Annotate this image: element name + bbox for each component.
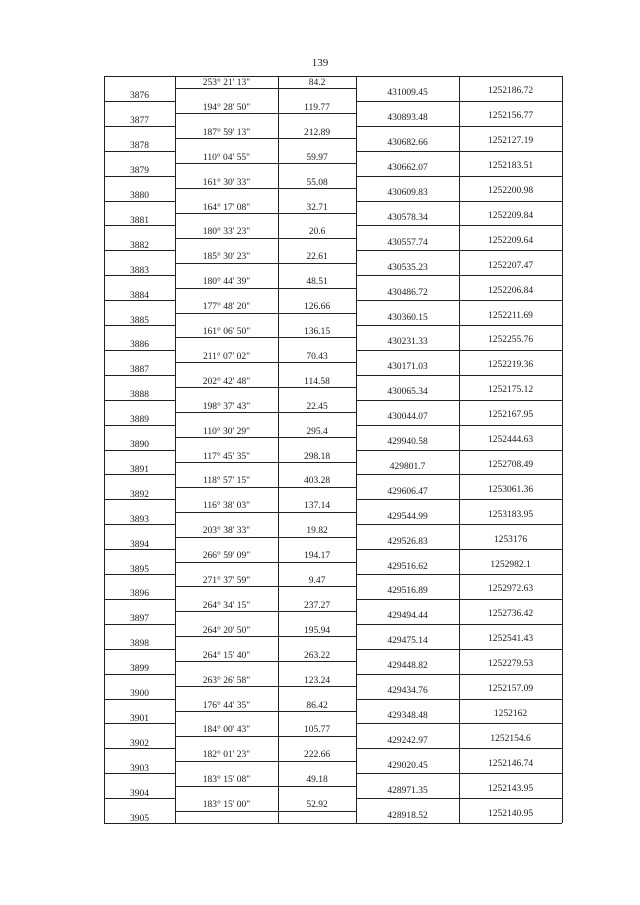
coordinate-x: 430535.23 bbox=[387, 262, 428, 273]
table-row-line bbox=[356, 499, 562, 500]
station-number: 3904 bbox=[130, 788, 149, 799]
bearing-value: 176° 44' 35" bbox=[202, 700, 251, 711]
bearing-value: 263° 26' 58" bbox=[202, 675, 251, 686]
bearing-value: 177° 48' 20" bbox=[202, 302, 251, 313]
table-row-line bbox=[175, 811, 356, 812]
table-row-line bbox=[356, 574, 562, 575]
coordinate-x: 429606.47 bbox=[387, 486, 428, 497]
coordinate-x: 430662.07 bbox=[387, 163, 428, 174]
table-column-line bbox=[562, 76, 563, 823]
distance-value: 84.2 bbox=[308, 78, 326, 88]
table-row-line bbox=[356, 126, 562, 127]
table-row-line bbox=[175, 711, 356, 712]
station-number: 3886 bbox=[130, 340, 149, 351]
table-row-line bbox=[175, 163, 356, 164]
distance-value: 49.18 bbox=[306, 775, 328, 786]
distance-value: 212.89 bbox=[303, 127, 331, 138]
table-row-line bbox=[175, 288, 356, 289]
distance-value: 52.92 bbox=[306, 800, 328, 811]
table-row-line bbox=[175, 88, 356, 89]
table-row-line bbox=[356, 225, 562, 226]
table-row-line bbox=[175, 611, 356, 612]
coordinate-y: 1252211.69 bbox=[488, 310, 533, 321]
table-row-line bbox=[175, 362, 356, 363]
coordinate-y: 1252175.12 bbox=[487, 385, 534, 396]
bearing-value: 164° 17' 08" bbox=[202, 202, 251, 213]
table-row-line bbox=[356, 624, 562, 625]
station-number: 3879 bbox=[130, 166, 149, 177]
table-row-line bbox=[104, 76, 175, 77]
table-row-line bbox=[356, 101, 562, 102]
bearing-value: 194° 28' 50" bbox=[202, 102, 251, 113]
table-row-line bbox=[356, 425, 562, 426]
coordinate-y: 1252972.63 bbox=[487, 584, 534, 595]
station-number: 3883 bbox=[130, 265, 149, 276]
coordinate-x: 430609.83 bbox=[387, 188, 428, 199]
table-row-line bbox=[356, 400, 562, 401]
coordinate-y: 1252157.09 bbox=[487, 684, 534, 695]
coordinate-y: 1253176 bbox=[493, 534, 528, 545]
coordinate-y: 1252206.84 bbox=[487, 285, 534, 296]
distance-value: 123.24 bbox=[303, 675, 331, 686]
table-row-line bbox=[356, 201, 562, 202]
page-number: 139 bbox=[311, 57, 329, 69]
table-row-line bbox=[356, 450, 562, 451]
bearing-value: 182° 01' 23" bbox=[202, 750, 251, 761]
station-number: 3896 bbox=[130, 589, 149, 600]
distance-value: 22.61 bbox=[306, 252, 328, 263]
table-row-line bbox=[356, 674, 562, 675]
table-row-line bbox=[175, 387, 356, 388]
bearing-value: 253° 21' 13" bbox=[202, 78, 251, 88]
bearing-value: 198° 37' 43" bbox=[202, 401, 251, 412]
bearing-value: 117° 45' 35" bbox=[202, 451, 251, 462]
table-row-line bbox=[356, 699, 562, 700]
station-number: 3881 bbox=[130, 215, 149, 226]
bearing-value: 185° 30' 23" bbox=[202, 252, 251, 263]
table-row-line bbox=[356, 76, 562, 77]
station-number: 3888 bbox=[130, 390, 149, 401]
distance-value: 19.82 bbox=[306, 526, 328, 537]
table-row-line bbox=[175, 686, 356, 687]
table-row-line bbox=[175, 661, 356, 662]
coordinate-x: 429475.14 bbox=[387, 636, 428, 647]
distance-value: 119.77 bbox=[304, 102, 330, 113]
table-row-line bbox=[175, 263, 356, 264]
table-row-line bbox=[356, 649, 562, 650]
station-number: 3889 bbox=[130, 415, 149, 426]
coordinate-x: 430065.34 bbox=[387, 387, 428, 398]
coordinate-x: 430486.72 bbox=[387, 287, 428, 298]
coordinate-y: 1252162 bbox=[493, 708, 528, 719]
distance-value: 9.47 bbox=[308, 576, 326, 586]
bearing-value: 264° 15' 40" bbox=[202, 650, 251, 661]
coordinate-x: 428918.52 bbox=[387, 810, 428, 821]
station-number: 3895 bbox=[130, 564, 149, 575]
distance-value: 105.77 bbox=[303, 725, 331, 736]
table-row-line bbox=[356, 474, 562, 475]
coordinate-y: 1252279.53 bbox=[487, 659, 534, 670]
coordinate-x: 430171.03 bbox=[387, 362, 428, 373]
coordinate-y: 1252219.36 bbox=[487, 360, 534, 371]
table-row-line bbox=[175, 238, 356, 239]
table-row-line bbox=[356, 549, 562, 550]
table-row-line bbox=[356, 375, 562, 376]
bearing-value: 271° 37' 59" bbox=[202, 576, 251, 586]
station-number: 3891 bbox=[130, 464, 149, 475]
bearing-value: 110° 04' 55" bbox=[202, 152, 251, 163]
coordinate-y: 1252183.51 bbox=[487, 161, 534, 172]
station-number: 3893 bbox=[130, 514, 149, 525]
table-row-line bbox=[175, 213, 356, 214]
distance-value: 32.71 bbox=[306, 202, 328, 213]
station-number: 3898 bbox=[130, 639, 149, 650]
coordinate-y: 1252154.6 bbox=[490, 733, 531, 744]
coordinate-y: 1252207.47 bbox=[487, 260, 534, 271]
coordinate-x: 429516.62 bbox=[387, 561, 428, 572]
table-row-line bbox=[175, 512, 356, 513]
distance-value: 194.17 bbox=[303, 551, 331, 562]
table-row-line bbox=[175, 76, 356, 77]
table-row-line bbox=[175, 188, 356, 189]
coordinate-x: 429020.45 bbox=[387, 760, 428, 771]
table-row-line bbox=[356, 176, 562, 177]
coordinate-x: 429434.76 bbox=[387, 686, 428, 697]
bearing-value: 187° 59' 13" bbox=[202, 127, 251, 138]
station-number: 3897 bbox=[130, 614, 149, 625]
coordinate-y: 1252167.95 bbox=[487, 410, 534, 421]
station-number: 3894 bbox=[130, 539, 149, 550]
bearing-value: 203° 38' 33" bbox=[202, 526, 251, 537]
coordinate-y: 1252444.63 bbox=[487, 435, 534, 446]
table-row-line bbox=[356, 798, 562, 799]
table-row-line bbox=[356, 748, 562, 749]
table-row-line bbox=[356, 151, 562, 152]
bearing-value: 264° 34' 15" bbox=[202, 600, 251, 611]
distance-value: 136.15 bbox=[303, 327, 331, 337]
station-number: 3880 bbox=[130, 191, 149, 202]
bearing-value: 180° 33' 23" bbox=[202, 227, 251, 238]
table-row-line bbox=[175, 487, 356, 488]
bearing-value: 211° 07' 02" bbox=[202, 351, 251, 362]
distance-value: 114.58 bbox=[304, 376, 330, 387]
table-row-line bbox=[175, 736, 356, 737]
table-row-line bbox=[356, 823, 562, 824]
distance-value: 403.28 bbox=[303, 476, 331, 487]
station-number: 3887 bbox=[130, 365, 149, 376]
coordinate-y: 1253183.95 bbox=[487, 509, 534, 520]
station-number: 3905 bbox=[130, 813, 149, 824]
bearing-value: 180° 44' 39" bbox=[202, 277, 251, 288]
table-row-line bbox=[356, 250, 562, 251]
bearing-value: 110° 30' 29" bbox=[202, 426, 251, 437]
coordinate-y: 1253061.36 bbox=[487, 484, 534, 495]
coordinate-x: 428971.35 bbox=[387, 785, 428, 796]
bearing-value: 264° 20' 50" bbox=[202, 625, 251, 636]
distance-value: 298.18 bbox=[303, 451, 331, 462]
station-number: 3900 bbox=[130, 689, 149, 700]
coordinate-y: 1252255.76 bbox=[487, 335, 534, 346]
coordinate-x: 429516.89 bbox=[387, 586, 428, 597]
coordinate-x: 429801.7 bbox=[389, 461, 426, 472]
coordinate-x: 429242.97 bbox=[387, 735, 428, 746]
coordinate-y: 1252200.98 bbox=[487, 186, 534, 197]
station-number: 3876 bbox=[130, 91, 149, 102]
table-row-line bbox=[175, 562, 356, 563]
coordinate-x: 430231.33 bbox=[387, 337, 428, 348]
coordinate-y: 1252209.84 bbox=[487, 210, 534, 221]
coordinate-x: 431009.45 bbox=[387, 88, 428, 99]
station-number: 3903 bbox=[130, 763, 149, 774]
station-number: 3890 bbox=[130, 440, 149, 451]
coordinate-y: 1252982.1 bbox=[490, 559, 531, 570]
table-row-line bbox=[175, 636, 356, 637]
coordinate-x: 429940.58 bbox=[387, 437, 428, 448]
station-number: 3882 bbox=[130, 240, 149, 251]
station-number: 3899 bbox=[130, 664, 149, 675]
station-number: 3902 bbox=[130, 738, 149, 749]
distance-value: 126.66 bbox=[303, 302, 331, 313]
distance-value: 22.45 bbox=[306, 401, 328, 412]
table-row-line bbox=[175, 786, 356, 787]
coordinate-y: 1252209.64 bbox=[487, 235, 534, 246]
coordinate-table bbox=[104, 76, 562, 823]
coordinate-y: 1252127.19 bbox=[487, 136, 534, 147]
distance-value: 59.97 bbox=[306, 152, 328, 163]
distance-value: 70.43 bbox=[306, 351, 328, 362]
coordinate-y: 1252708.49 bbox=[487, 459, 534, 470]
coordinate-y: 1252736.42 bbox=[487, 609, 534, 620]
coordinate-x: 429448.82 bbox=[387, 661, 428, 672]
distance-value: 195.94 bbox=[303, 625, 331, 636]
bearing-value: 184° 00' 43" bbox=[202, 725, 251, 736]
coordinate-y: 1252186.72 bbox=[487, 86, 534, 97]
table-row-line bbox=[175, 537, 356, 538]
coordinate-x: 429526.83 bbox=[387, 536, 428, 547]
bearing-value: 202° 42' 48" bbox=[202, 376, 251, 387]
distance-value: 263.22 bbox=[303, 650, 331, 661]
coordinate-y: 1252140.95 bbox=[487, 808, 534, 819]
table-row-line bbox=[356, 300, 562, 301]
coordinate-x: 430893.48 bbox=[387, 113, 428, 124]
station-number: 3877 bbox=[130, 116, 149, 127]
distance-value: 237.27 bbox=[303, 600, 331, 611]
bearing-value: 266° 59' 09" bbox=[202, 551, 251, 562]
coordinate-x: 430360.15 bbox=[387, 312, 428, 323]
table-row-line bbox=[356, 325, 562, 326]
station-number: 3885 bbox=[130, 315, 149, 326]
table-row-line bbox=[356, 524, 562, 525]
coordinate-y: 1252143.95 bbox=[487, 783, 534, 794]
distance-value: 20.6 bbox=[308, 227, 326, 238]
table-row-line bbox=[356, 275, 562, 276]
coordinate-x: 430682.66 bbox=[387, 138, 428, 149]
coordinate-y: 1252541.43 bbox=[487, 634, 534, 645]
bearing-value: 183° 15' 00" bbox=[202, 800, 251, 811]
table-row-line bbox=[175, 823, 356, 824]
bearing-value: 183° 15' 08" bbox=[202, 775, 251, 786]
coordinate-y: 1252156.77 bbox=[487, 111, 534, 122]
station-number: 3892 bbox=[130, 489, 149, 500]
station-number: 3884 bbox=[130, 290, 149, 301]
distance-value: 295.4 bbox=[306, 426, 328, 437]
coordinate-x: 429544.99 bbox=[387, 511, 428, 522]
table-row-line bbox=[175, 337, 356, 338]
distance-value: 48.51 bbox=[306, 277, 328, 288]
table-row-line bbox=[175, 138, 356, 139]
distance-value: 55.08 bbox=[306, 177, 328, 188]
coordinate-x: 430044.07 bbox=[387, 412, 428, 423]
table-row-line bbox=[175, 761, 356, 762]
table-row-line bbox=[175, 313, 356, 314]
distance-value: 86.42 bbox=[306, 700, 328, 711]
table-row-line bbox=[175, 437, 356, 438]
table-row-line bbox=[175, 412, 356, 413]
station-number: 3878 bbox=[130, 141, 149, 152]
coordinate-x: 430578.34 bbox=[387, 212, 428, 223]
table-row-line bbox=[356, 723, 562, 724]
coordinate-x: 429494.44 bbox=[387, 611, 428, 622]
distance-value: 222.66 bbox=[303, 750, 331, 761]
table-row-line bbox=[175, 586, 356, 587]
bearing-value: 161° 06' 50" bbox=[202, 327, 251, 337]
table-row-line bbox=[175, 462, 356, 463]
table-row-line bbox=[356, 350, 562, 351]
coordinate-y: 1252146.74 bbox=[487, 758, 534, 769]
bearing-value: 161° 30' 33" bbox=[202, 177, 251, 188]
station-number: 3901 bbox=[130, 713, 149, 724]
distance-value: 137.14 bbox=[303, 501, 331, 512]
bearing-value: 118° 57' 15" bbox=[202, 476, 251, 487]
table-row-line bbox=[356, 599, 562, 600]
coordinate-x: 429348.48 bbox=[387, 710, 428, 721]
bearing-value: 116° 38' 03" bbox=[202, 501, 251, 512]
table-row-line bbox=[175, 113, 356, 114]
coordinate-x: 430557.74 bbox=[387, 237, 428, 248]
table-row-line bbox=[356, 773, 562, 774]
